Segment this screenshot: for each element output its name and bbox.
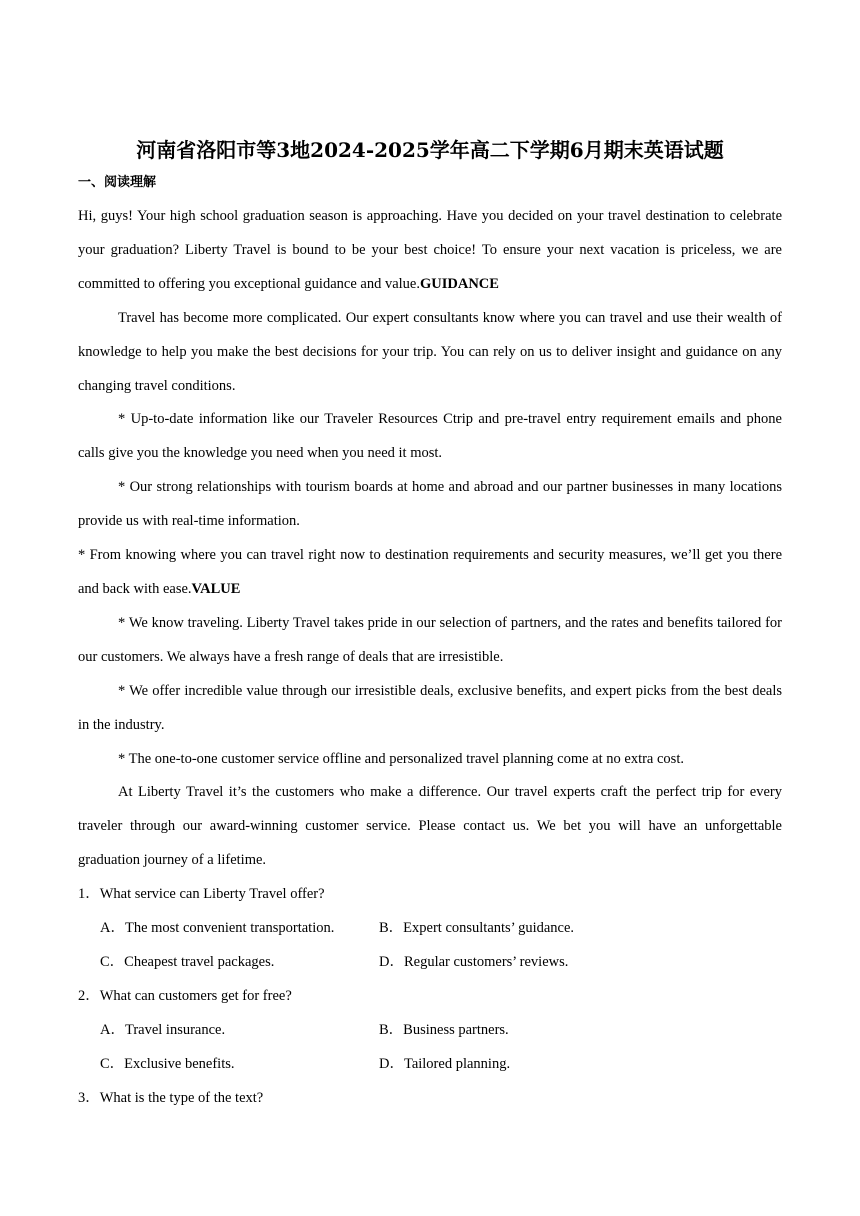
guidance-point-3 (78, 539, 782, 607)
intro-text: Hi, guys! Your high school graduation season is approaching. Have you decided on your travel destination to celebrate your graduation? Liberty Travel is bound to be your best choice! To ensure your next vacation is priceless, we are committed to offering you exceptional guidance and value. (78, 208, 782, 292)
question-1 (78, 878, 782, 980)
answer-options (100, 1014, 782, 1082)
answer-options (100, 912, 782, 980)
option-b: B．Business partners. (379, 1021, 509, 1038)
question-stem: 1．What service can Liberty Travel offer? (78, 886, 325, 903)
page-title: 河南省洛阳市等3地2024-2025学年高二下学期6月期末英语试题 (136, 138, 724, 162)
option-d: D．Tailored planning. (379, 1055, 511, 1072)
guidance-point-2: * Our strong relationships with tourism boards at home and abroad and our partner businesses in many locations provide us with real-time information. (78, 479, 782, 530)
passage-closing: At Liberty Travel it’s the customers who make a difference. Our travel experts craft the perfect trip for every traveler through our award-winning customer service. Please contact us. We bet you will have an unforgettable graduation journey of a lifetime. (78, 784, 782, 869)
passage-intro (78, 200, 782, 302)
option-b: B．Expert consultants’ guidance. (379, 920, 575, 937)
question-stem: 3．What is the type of the text? (78, 1089, 264, 1106)
document-page (78, 134, 782, 1115)
option-c: C．Exclusive benefits. (100, 1055, 235, 1072)
guidance-point-1: * Up-to-date information like our Traveler Resources Ctrip and pre-travel entry requirement emails and phone calls give you the knowledge you need when you need it most. (78, 411, 782, 462)
value-point-2: * We offer incredible value through our irresistible deals, exclusive benefits, and expert picks from the best deals in the industry. (78, 682, 782, 733)
question-stem: 2．What can customers get for free? (78, 987, 292, 1004)
value-heading: VALUE (191, 580, 241, 597)
value-point-1: * We know traveling. Liberty Travel takes pride in our selection of partners, and the rates and benefits tailored for our customers. We always have a fresh range of deals that are irresistible. (78, 614, 782, 665)
question-2 (78, 980, 782, 1082)
question-3 (78, 1082, 782, 1116)
option-a: A．The most convenient transportation. (100, 920, 335, 937)
guidance-heading: GUIDANCE (419, 275, 499, 292)
guidance-point-3-text: * From knowing where you can travel right now to destination requirements and security measures, we’ll get you there and back with ease. (78, 547, 782, 597)
option-d: D．Regular customers’ reviews. (379, 953, 569, 970)
section-heading: 一、阅读理解 (78, 175, 157, 190)
option-c: C．Cheapest travel packages. (100, 953, 275, 970)
guidance-intro: Travel has become more complicated. Our expert consultants know where you can travel and use their wealth of knowledge to help you make the best decisions for your trip. You can rely on us to deliver insight and guidance on any changing travel conditions. (78, 309, 782, 394)
value-point-3: * The one-to-one customer service offline and personalized travel planning come at no extra cost. (118, 750, 684, 767)
option-a: A．Travel insurance. (100, 1021, 226, 1038)
